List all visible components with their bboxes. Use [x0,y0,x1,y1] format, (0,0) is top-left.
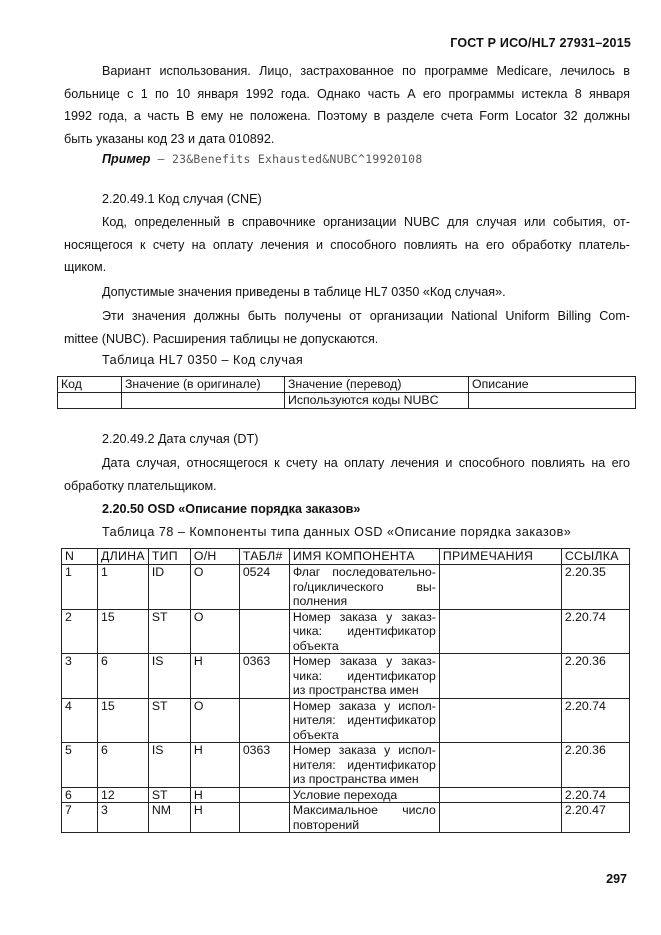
component-name-line: го/циклического вы- [292,579,436,594]
component-name-line: Условие перехода [292,787,398,802]
table-cell-component-name [289,609,439,654]
component-name-line: чика: идентификатор [292,624,436,638]
table-cell-tab: 0363 [239,743,289,788]
table-cell-n: 6 [62,787,98,803]
nubc-line: Эти значения должны быть получены от организации National Uniform Billing Com- [102,309,630,323]
table-cell-note [439,698,561,743]
table-header-cell: ДЛИНА [98,549,149,565]
table-cell-component-name [289,787,439,803]
table-cell-on: О [190,609,239,654]
table-header-row [58,377,636,393]
nubc-paragraph [64,305,630,350]
component-name-line: Максимальное число [292,803,436,817]
table-cell-on: Н [190,654,239,699]
table-cell-note [439,787,561,803]
case-date-paragraph [64,452,630,497]
table-header-cell: N [62,549,98,565]
table-cell-type: ST [148,787,190,803]
table-row [62,609,630,654]
table-cell [58,393,122,409]
component-name-line: нителя: идентификатор [292,757,436,772]
component-name-line: Номер заказа у заказ- [292,609,436,624]
case-date-line: обработку плательщиком. [64,478,217,493]
table-cell-on: О [190,565,239,610]
table-cell-type: IS [148,743,190,788]
section-heading-osd: 2.20.50 OSD «Описание порядка заказов» [102,502,361,516]
table-row [62,654,630,699]
table-cell: Используются коды NUBC [285,393,469,409]
example-label: Пример [102,152,151,166]
example-line [102,152,422,166]
table-cell-n: 5 [62,743,98,788]
component-name-line: Номер заказа у испол- [292,743,436,757]
table-header-cell: ССЫЛКА [561,549,629,565]
table-cell-ref: 2.20.74 [561,609,629,654]
component-name-line: полнения [292,594,348,608]
table-cell-tab: 0524 [239,565,289,610]
table-cell-ref: 2.20.74 [561,698,629,743]
table-cell-len: 15 [98,698,149,743]
table-cell-type: NM [148,803,190,833]
component-name-line: Номер заказа у испол- [292,698,436,713]
table-cell-ref: 2.20.47 [561,803,629,833]
table-header-cell: ИМЯ КОМПОНЕНТА [289,549,439,565]
table-cell-component-name [289,565,439,610]
table-hl7-0350 [57,376,636,409]
table-cell-n: 7 [62,803,98,833]
table-row [58,393,636,409]
example-code: 23&Benefits Exhausted&NUBC^19920108 [171,152,423,166]
table-cell-ref: 2.20.36 [561,743,629,788]
usage-line: Вариант использования. Лицо, застрахованное по программе Medicare, лечилось в [102,64,630,78]
table-cell-tab [239,787,289,803]
table-cell-note [439,654,561,699]
table-cell-tab [239,698,289,743]
table-cell-note [439,609,561,654]
component-name-line: Номер заказа у заказ- [292,654,436,668]
table-cell-on: О [190,698,239,743]
table-cell-type: ST [148,698,190,743]
usage-line: 1992 года, а часть В ему не положена. Поэтому в разделе счета Form Locator 32 должны [64,109,630,123]
section-heading-case-date: 2.20.49.2 Дата случая (DT) [102,432,259,446]
table-cell-n: 4 [62,698,98,743]
component-name-line: нителя: идентификатор [292,713,436,727]
table-cell-component-name [289,654,439,699]
table-cell-on: Н [190,803,239,833]
table-cell-ref: 2.20.35 [561,565,629,610]
table-cell-component-name [289,803,439,833]
table-header-cell: Значение (перевод) [285,377,469,393]
table-cell-len: 6 [98,654,149,699]
table-row [62,787,630,803]
table-row [62,743,630,788]
table-header-cell: ПРИМЕЧАНИЯ [439,549,561,565]
table-cell-tab [239,609,289,654]
table-78-caption: Таблица 78 – Компоненты типа данных OSD «Описание порядка заказов» [102,525,572,539]
component-name-line: чика: идентификатор [292,668,436,683]
component-name-line: объекта [292,638,339,653]
case-code-paragraph [64,211,630,279]
nubc-line: mittee (NUBC). Расширения таблицы не допускаются. [64,331,379,346]
page-number: 297 [606,872,627,886]
usage-line: быть указаны код 23 и дата 010892. [64,131,275,146]
usage-paragraph [64,60,630,150]
component-name-line: Флаг последовательно- [292,565,436,579]
table-cell-component-name [289,743,439,788]
table-cell [469,393,636,409]
table-body [62,565,630,833]
allowed-values-text: Допустимые значения приведены в таблице HL7 0350 «Код случая». [102,285,506,299]
table-header-cell: О/Н [190,549,239,565]
table-cell-type: ID [148,565,190,610]
case-date-line: Дата случая, относящегося к счету на оплату лечения и способного повлиять на его [102,456,630,470]
case-code-line: щиком. [64,260,107,274]
table-header-cell: ТИП [148,549,190,565]
component-name-line: объекта [292,727,339,742]
table-cell-note [439,565,561,610]
component-name-line: повторений [292,817,360,832]
table-header-cell: Значение (в оригинале) [122,377,285,393]
table-header-cell: Описание [469,377,636,393]
table-cell-n: 2 [62,609,98,654]
table-cell-len: 1 [98,565,149,610]
table-header-cell: Код [58,377,122,393]
example-dash: – [150,152,172,166]
table-cell-note [439,743,561,788]
table-cell-ref: 2.20.36 [561,654,629,699]
table-cell-on: Н [190,743,239,788]
table-header-cell: ТАБЛ# [239,549,289,565]
table-cell-len: 6 [98,743,149,788]
table-osd-components [61,548,630,833]
table-cell-ref: 2.20.74 [561,787,629,803]
table-cell-len: 15 [98,609,149,654]
table-cell-type: ST [148,609,190,654]
table-cell-component-name [289,698,439,743]
table-cell-len: 12 [98,787,149,803]
table-hl7-0350-caption: Таблица HL7 0350 – Код случая [102,353,304,367]
table-cell-n: 3 [62,654,98,699]
usage-line: больнице с 1 по 10 января 1992 года. Однако часть А его программы истекла 8 января [64,86,630,101]
component-name-line: из пространства имен [292,772,419,786]
component-name-line: из пространства имен [292,683,419,697]
table-cell-n: 1 [62,565,98,610]
table-cell-type: IS [148,654,190,699]
table-row [62,698,630,743]
case-code-line: Код, определенный в справочнике организации NUBC для случая или события, от- [102,215,630,229]
table-header-row [62,549,630,565]
document-header: ГОСТ Р ИСО/HL7 27931–2015 [450,36,631,50]
table-cell-len: 3 [98,803,149,833]
table-cell-tab: 0363 [239,654,289,699]
table-cell-note [439,803,561,833]
table-cell [122,393,285,409]
section-heading-case-code: 2.20.49.1 Код случая (CNE) [102,192,262,206]
table-cell-tab [239,803,289,833]
table-row [62,803,630,833]
table-cell-on: Н [190,787,239,803]
case-code-line: носящегося к счету на оплату лечения и способного повлиять на его обработку платель- [64,237,630,252]
table-row [62,565,630,610]
